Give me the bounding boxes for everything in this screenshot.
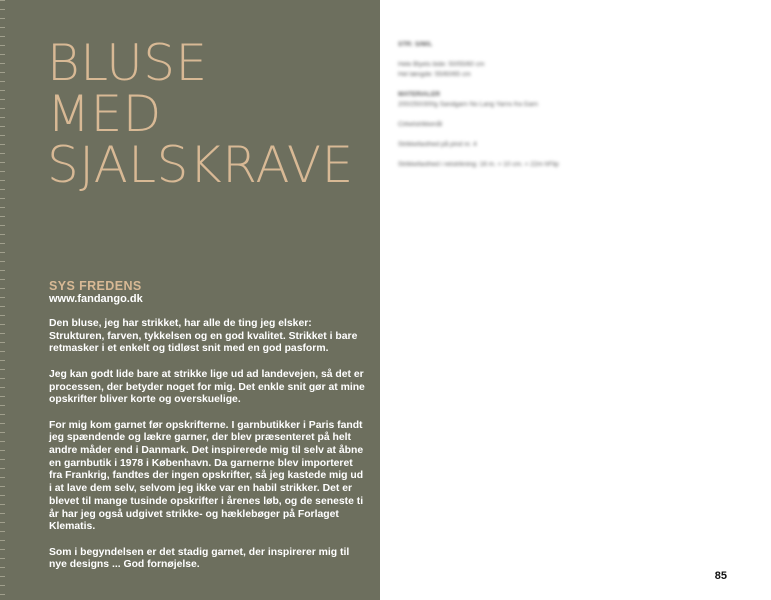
- size-line: STR: S/M/L: [398, 41, 433, 48]
- needles-line: Cirkelstrikkenål: [398, 121, 443, 128]
- measure-line-2: Hel længde: 55/60/65 cm: [398, 71, 471, 78]
- right-panel: [380, 0, 771, 600]
- title-line-3: SJALSKRAVE: [47, 136, 354, 194]
- paragraph-4: Som i begyndelsen er det stadig garnet, der inspirerer mig til nye designs ... God fornøjelse.: [49, 546, 350, 571]
- materials-line: 200/250/300g Sandgarn No Lang Yarns fra Garn: [398, 101, 538, 108]
- title-line-2: MED: [47, 85, 162, 143]
- author-website: www.fandango.dk: [49, 293, 143, 305]
- measure-line-1: Hele Blyets bide: 50/55/60 cm: [398, 61, 485, 68]
- gauge-detail-line: Strikkefasthed i retstrikning: 16 m. = 10 cm. = 22m hFlip: [398, 161, 559, 168]
- paragraph-1: Den bluse, jeg har strikket, har alle de ting jeg elsker: Strukturen, farven, tykkelsen og en god kvalitet. Strikket i bare retmasker i et enkelt og tidløst snit med en god pasform.: [49, 318, 358, 355]
- intro-text: [49, 318, 367, 585]
- title-line-1: BLUSE: [47, 34, 208, 92]
- page-edge-marks: [0, 0, 5, 600]
- materials-heading: MATERIALER: [398, 91, 441, 98]
- page-title: [47, 34, 367, 194]
- pattern-specs: [398, 40, 758, 170]
- author-name: SYS FREDENS: [49, 279, 142, 293]
- left-panel: [0, 0, 380, 600]
- page-number: 85: [714, 570, 727, 582]
- paragraph-3: For mig kom garnet før opskrifterne. I garnbutikker i Paris fandt jeg spændende og lækre garner, der blev præsenteret på helt andre måder end i Danmark. Det inspirerede mig til selv at åbne en garnbutik i 1978 i København. Da garnerne blev importeret fra Frankrig, fandtes der ingen opskrifter, så jeg kastede mig ud i at lave dem selv, selvom jeg ikke var en habil strikker. Det er blevet til mange tusinde opskrifter i årenes løb, og de seneste ti år har jeg også udgivet strikke- og hæklebøger på Forlaget Klematis.: [49, 419, 364, 533]
- gauge-line: Strikkefasthed på pind nr. 4: [398, 141, 477, 148]
- paragraph-2: Jeg kan godt lide bare at strikke lige ud ad landevejen, så det er processen, der betyder noget for mig. Det enkle snit gør at mine opskrifter bliver korte og overskuelige.: [49, 368, 365, 406]
